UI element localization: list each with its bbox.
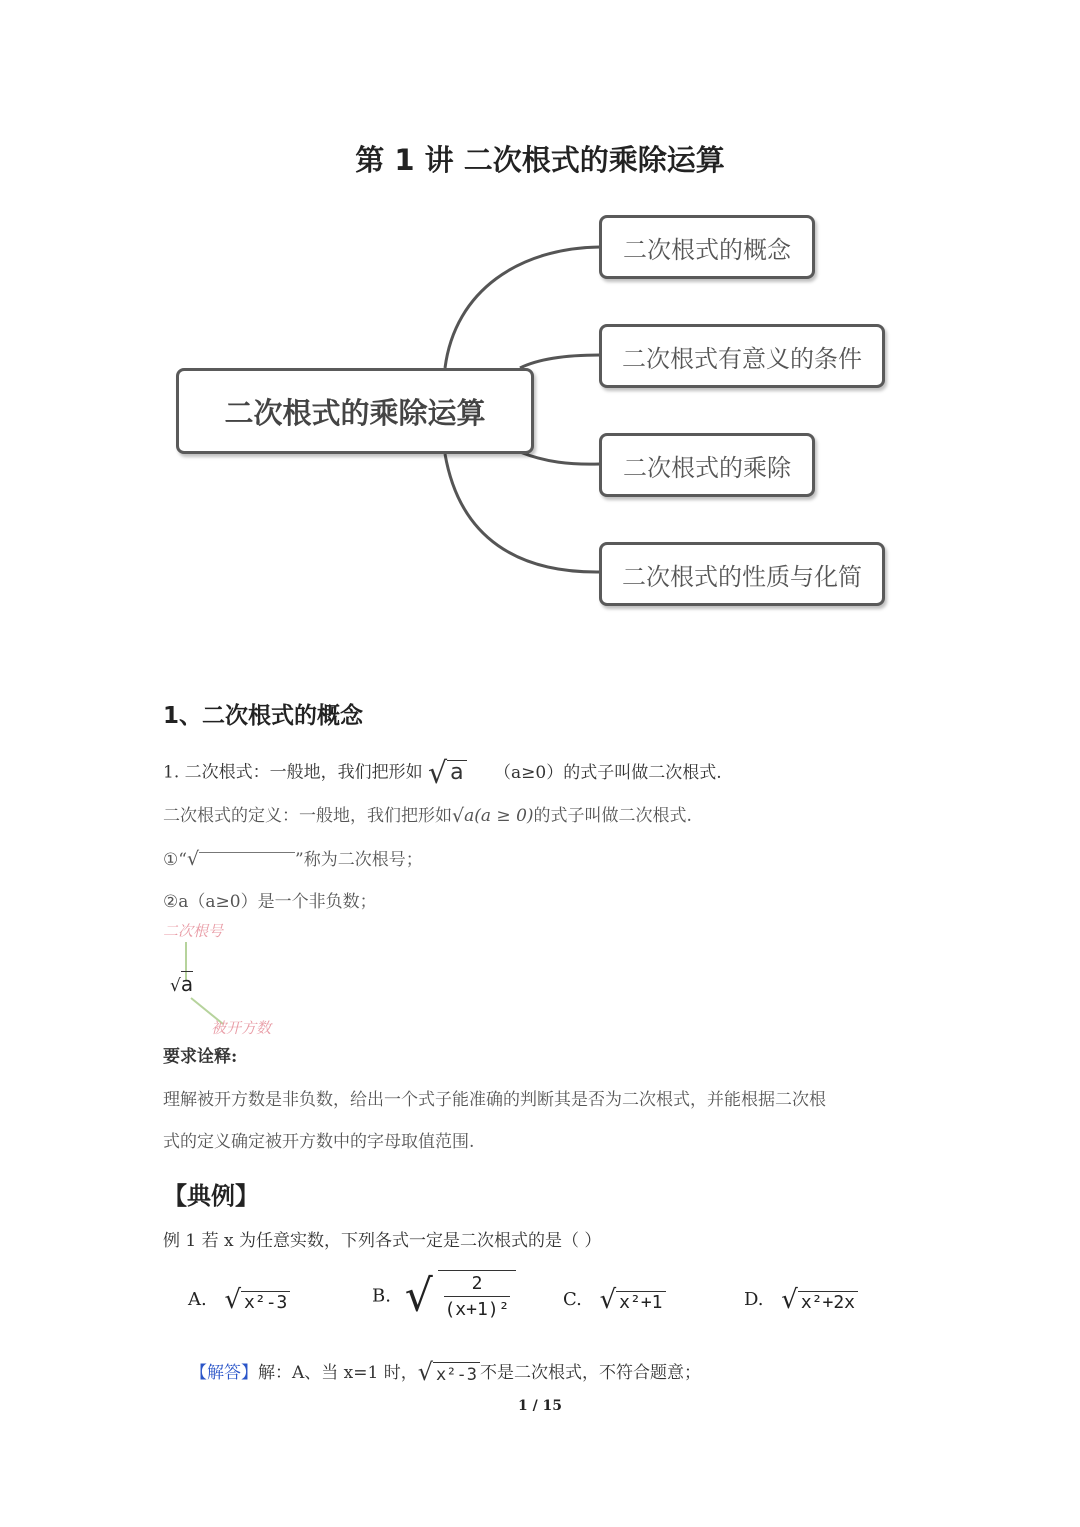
option-c: C. √ x²+1 <box>563 1285 666 1315</box>
requirement-title: 要求诠释: <box>163 1047 238 1067</box>
mind-map-root: 二次根式的乘除运算 <box>176 368 534 454</box>
sqrt-a-radicand: a <box>447 760 466 785</box>
sqrt-annotation-diagram <box>163 920 303 1040</box>
option-c-label: C. <box>563 1289 582 1310</box>
page-number: 1 / 15 <box>517 1398 563 1414</box>
requirement-line-1: 理解被开方数是非负数，给出一个式子能准确的判断其是否为二次根式，并能根据二次根 <box>163 1090 826 1110</box>
answer-suffix: 不是二次根式，不符合题意； <box>479 1363 701 1383</box>
definition-line-1 <box>163 756 722 791</box>
definition-line-2-prefix: 二次根式的定义：一般地，我们把形如 <box>163 806 452 826</box>
option-b-numerator: 2 <box>444 1273 509 1297</box>
sqrt-a-small-radicand: a <box>180 972 194 996</box>
option-d: D. √ x²+2x <box>744 1285 858 1315</box>
example-heading: 【典例】 <box>163 1182 259 1210</box>
label-radicand: 被开方数 <box>211 1019 272 1037</box>
answer-expr: x²-3 <box>433 1362 480 1387</box>
section-heading: 1、二次根式的概念 <box>163 703 364 729</box>
definition-line-2-math: a(a ≥ 0) <box>464 806 534 826</box>
label-radical-sign: 二次根号 <box>163 922 224 940</box>
answer-prefix: 解：A、当 x=1 时， <box>258 1363 418 1383</box>
option-a-expr: x²-3 <box>241 1291 290 1313</box>
option-a: A. √ x²-3 <box>188 1285 290 1315</box>
radical-sign-note-prefix: ①“ <box>163 850 187 870</box>
mind-map <box>0 200 1080 630</box>
definition-line-2-suffix: 的式子叫做二次根式. <box>533 806 692 826</box>
mind-map-connectors <box>0 200 1080 630</box>
definition-line-1-suffix: （a≥0）的式子叫做二次根式. <box>494 762 722 783</box>
definition-line-1-prefix: 1. 二次根式：一般地，我们把形如 <box>163 762 423 783</box>
option-a-label: A. <box>188 1289 207 1310</box>
mind-map-branch-3: 二次根式的乘除 <box>599 433 815 497</box>
example-question: 例 1 若 x 为任意实数，下列各式一定是二次根式的是（ ） <box>163 1231 602 1251</box>
sqrt-a-large: √ a <box>428 760 467 786</box>
answer-line: 【解答】解：A、当 x=1 时，√ x²-3 不是二次根式，不符合题意； <box>190 1358 701 1386</box>
option-b: B. √ $\frac{2}{\text{(x+1)²}}$ <box>372 1270 516 1322</box>
nonnegative-note: ②a（a≥0）是一个非负数； <box>163 892 377 912</box>
mind-map-branch-4: 二次根式的性质与化简 <box>599 542 885 606</box>
mind-map-branch-2: 二次根式有意义的条件 <box>599 324 885 388</box>
definition-line-2: 二次根式的定义：一般地，我们把形如√a(a ≥ 0)的式子叫做二次根式. <box>163 805 692 827</box>
option-b-label: B. <box>372 1285 391 1307</box>
answer-tag: 【解答】 <box>190 1363 258 1383</box>
page-title: 第 1 讲 二次根式的乘除运算 <box>355 143 725 177</box>
option-c-expr: x²+1 <box>616 1291 665 1313</box>
option-d-label: D. <box>744 1289 764 1310</box>
option-b-denominator: (x+1)² <box>444 1299 510 1320</box>
option-d-expr: x²+2x <box>798 1291 858 1313</box>
requirement-line-2: 式的定义确定被开方数中的字母取值范围. <box>163 1132 475 1152</box>
radical-sign-note: ①“√ ”称为二次根号； <box>163 848 423 870</box>
radical-sign-note-suffix: ”称为二次根号； <box>295 850 423 870</box>
sqrt-a-small: √a <box>170 972 194 996</box>
mind-map-branch-1: 二次根式的概念 <box>599 215 815 279</box>
